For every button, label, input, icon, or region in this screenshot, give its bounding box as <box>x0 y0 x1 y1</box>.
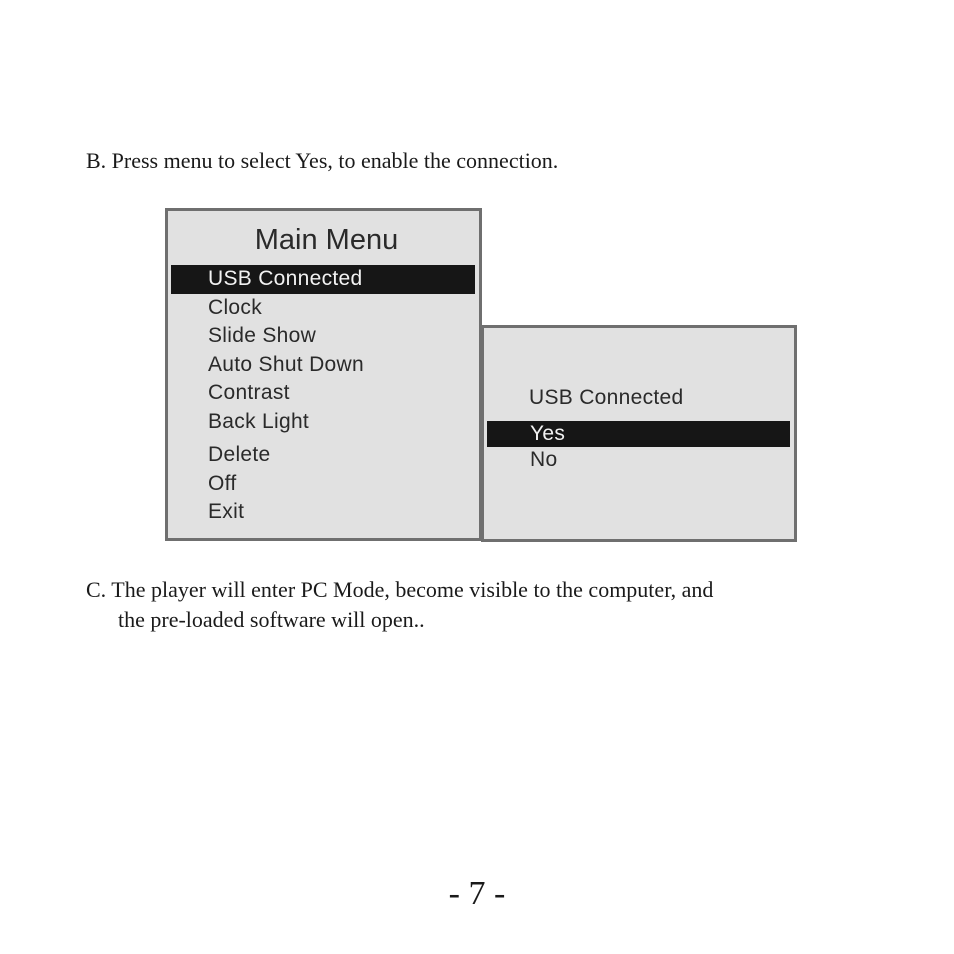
menu-item-auto-shut-down[interactable]: Auto Shut Down <box>208 352 364 376</box>
page-number: - 7 - <box>448 875 506 912</box>
menu-item-exit[interactable]: Exit <box>208 500 245 523</box>
menu-item-off[interactable]: Off <box>208 471 237 495</box>
usb-submenu-options <box>487 421 790 473</box>
option-no[interactable]: No <box>530 448 558 471</box>
option-yes[interactable]: Yes <box>487 421 790 447</box>
main-menu-title: Main Menu <box>254 224 399 256</box>
main-menu-list <box>171 265 475 527</box>
step-c-line-1: C. The player will enter PC Mode, become visible to the computer, and <box>86 577 714 602</box>
step-c-line-2: the pre-loaded software will open.. <box>118 607 425 632</box>
menu-item-contrast[interactable]: Contrast <box>208 381 290 404</box>
usb-submenu-panel <box>481 325 797 542</box>
menu-item-clock[interactable]: Clock <box>208 295 263 319</box>
step-b-instruction: B. Press menu to select Yes, to enable the connection. <box>86 148 559 173</box>
step-c-instruction <box>86 575 906 635</box>
usb-submenu-title: USB Connected <box>529 386 684 409</box>
menu-item-back-light[interactable]: Back Light <box>208 409 310 433</box>
menu-item-slide-show[interactable]: Slide Show <box>208 324 317 347</box>
menu-item-usb-connected[interactable]: USB Connected <box>171 265 475 294</box>
main-menu-panel <box>165 208 482 541</box>
menu-item-delete[interactable]: Delete <box>208 443 271 466</box>
